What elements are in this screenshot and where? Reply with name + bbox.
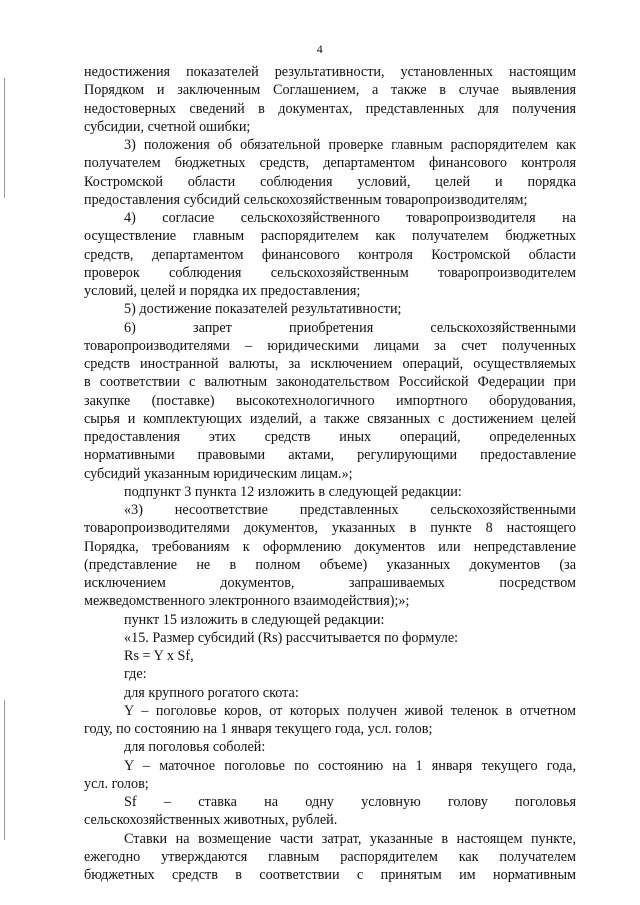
- text-line: 4) согласие сельскохозяйственного товаропроизводителя на: [124, 210, 576, 226]
- text-line: в соответствии с валютным законодательством Российской Федерации при: [84, 374, 576, 391]
- text-line: Y – поголовье коров, от которых получен живой теленок в отчетном: [124, 702, 576, 719]
- text-line: товаропроизводителями – юридическими лицами за счет полученных: [84, 337, 576, 354]
- text-line: для поголовья соболей:: [124, 739, 266, 756]
- scan-edge-mark-bottom: [4, 700, 5, 840]
- text-line: получателем бюджетных средств, департаментом финансового контроля: [84, 155, 576, 172]
- text-line: бюджетных средств в соответствии с принятым им нормативным: [84, 867, 576, 883]
- page-number: 4: [316, 42, 324, 56]
- text-line: предоставления субсидий сельскохозяйственным товаропроизводителям;: [84, 191, 528, 208]
- text-line: сельскохозяйственных животных, рублей.: [84, 812, 338, 829]
- text-line: 3) положения об обязательной проверке главным распорядителем как: [124, 137, 576, 153]
- text-line: усл. голов;: [84, 775, 149, 792]
- text-line: Порядка, требованиям к оформлению документов или непредставление: [84, 538, 576, 555]
- text-line: Y – маточное поголовье по состоянию на 1 января текущего года,: [124, 757, 576, 774]
- text-line: межведомственного электронного взаимодействия);»;: [84, 593, 410, 610]
- text-line: Rs = Y x Sf,: [124, 648, 194, 664]
- text-line: «3) несоответствие представленных сельскохозяйственными: [124, 502, 576, 518]
- text-line: проверок соблюдения сельскохозяйственным товаропроизводителем: [84, 264, 576, 281]
- scan-edge-mark-top: [4, 78, 5, 198]
- text-line: для крупного рогатого скота:: [124, 684, 299, 701]
- text-line: где:: [124, 666, 147, 683]
- text-line: 5) достижение показателей результативности;: [124, 301, 402, 318]
- text-line: Sf – ставка на одну условную голову поголовья: [124, 794, 576, 810]
- text-line: средств, департаментом финансового контроля Костромской области: [84, 246, 576, 263]
- text-line: Костромской области соблюдения условий, целей и порядка: [84, 173, 576, 190]
- text-line: недостижения показателей результативности, установленных настоящим: [84, 64, 576, 80]
- text-line: ежегодно утверждаются главным распорядителем как получателем: [84, 848, 576, 865]
- text-line: субсидии, счетной ошибки;: [84, 118, 251, 135]
- text-line: 6) запрет приобретения сельскохозяйственными: [124, 319, 576, 336]
- text-line: подпункт 3 пункта 12 изложить в следующей редакции:: [124, 483, 462, 500]
- text-line: недостоверных сведений в документах, представленных для получения: [84, 100, 576, 117]
- document-body: [84, 63, 576, 884]
- text-line: исключением документов, запрашиваемых посредством: [84, 575, 576, 591]
- text-line: сырья и комплектующих изделий, а также связанных с достижением целей: [84, 410, 576, 427]
- text-line: нормативными правовыми актами, регулирующими предоставление: [84, 447, 576, 464]
- text-line: (представление не в полном объеме) указанных документов (за: [84, 556, 576, 573]
- text-line: товаропроизводителями документов, указанных в пункте 8 настоящего: [84, 520, 576, 537]
- text-line: субсидий указанным юридическим лицам.»;: [84, 465, 353, 482]
- text-line: предоставления этих средств иных операций, определенных: [84, 429, 576, 445]
- text-line: году, по состоянию на 1 января текущего года, усл. голов;: [84, 721, 433, 737]
- text-line: условий, целей и порядка их предоставления;: [84, 283, 361, 299]
- text-line: Порядком и заключенным Соглашением, а также в случае выявления: [84, 82, 576, 99]
- text-line: «15. Размер субсидий (Rs) рассчитывается по формуле:: [124, 629, 459, 646]
- text-line: пункт 15 изложить в следующей редакции:: [124, 611, 385, 628]
- text-line: Ставки на возмещение части затрат, указанные в настоящем пункте,: [124, 830, 576, 847]
- text-line: осуществление главным распорядителем как получателем бюджетных: [84, 228, 576, 245]
- text-line: средств иностранной валюты, за исключением операций, осуществляемых: [84, 356, 576, 372]
- text-line: закупке (поставке) высокотехнологичного импортного оборудования,: [84, 392, 576, 409]
